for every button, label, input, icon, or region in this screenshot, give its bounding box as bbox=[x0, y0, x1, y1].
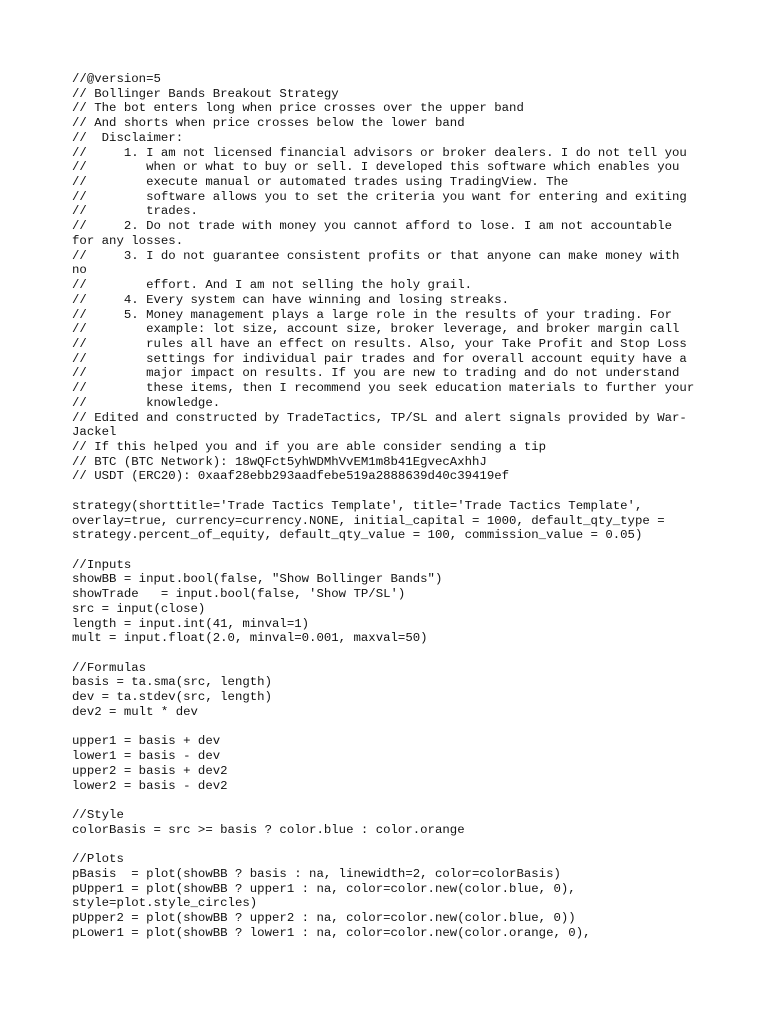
style-section bbox=[72, 808, 712, 837]
code-line: //Formulas bbox=[72, 660, 147, 675]
code-line: src = input(close) bbox=[72, 601, 206, 616]
code-line: basis = ta.sma(src, length) bbox=[72, 675, 273, 690]
code-line: // Disclaimer: bbox=[72, 130, 184, 145]
code-line: // Bollinger Bands Breakout Strategy bbox=[72, 86, 339, 101]
plots-section bbox=[72, 852, 712, 940]
code-line: // execute manual or automated trades using TradingView. The bbox=[72, 175, 569, 190]
code-line: // And shorts when price crosses below the lower band bbox=[72, 116, 465, 131]
code-line: pLower1 = plot(showBB ? lower1 : na, color=color.new(color.orange, 0), bbox=[72, 925, 591, 940]
code-line: // USDT (ERC20): 0xaaf28ebb293aadfebe519a2888639d40c39419ef bbox=[72, 469, 510, 484]
code-line: mult = input.float(2.0, minval=0.001, maxval=50) bbox=[72, 631, 428, 646]
blank-line bbox=[72, 646, 712, 661]
code-line: //Inputs bbox=[72, 557, 132, 572]
code-line: // 1. I am not licensed financial advisors or broker dealers. I do not tell you bbox=[72, 145, 687, 160]
code-line: // The bot enters long when price crosses over the upper band bbox=[72, 101, 524, 116]
code-line: // BTC (BTC Network): 18wQFct5yhWDMhVvEM1m8b41EgvecAxhhJ bbox=[72, 454, 487, 469]
code-line: style=plot.style_circles) bbox=[72, 896, 258, 911]
blank-line bbox=[72, 484, 712, 499]
code-line: // knowledge. bbox=[72, 395, 221, 410]
code-line: lower1 = basis - dev bbox=[72, 749, 221, 764]
code-line: // when or what to buy or sell. I developed this software which enables you bbox=[72, 160, 680, 175]
code-line: length = input.int(41, minval=1) bbox=[72, 616, 310, 631]
code-line: for any losses. bbox=[72, 233, 184, 248]
blank-line bbox=[72, 793, 712, 808]
code-line: showBB = input.bool(false, "Show Bollinger Bands") bbox=[72, 572, 443, 587]
code-line: pBasis = plot(showBB ? basis : na, linewidth=2, color=colorBasis) bbox=[72, 866, 561, 881]
code-line: overlay=true, currency=currency.NONE, initial_capital = 1000, default_qty_type = bbox=[72, 513, 665, 528]
blank-line bbox=[72, 837, 712, 852]
code-line: strategy.percent_of_equity, default_qty_value = 100, commission_value = 0.05) bbox=[72, 528, 643, 543]
code-line: // Edited and constructed by TradeTactics, TP/SL and alert signals provided by War- bbox=[72, 410, 687, 425]
code-line: //@version=5 bbox=[72, 72, 161, 86]
code-line: upper2 = basis + dev2 bbox=[72, 763, 228, 778]
code-line: // effort. And I am not selling the holy grail. bbox=[72, 278, 473, 293]
code-line: lower2 = basis - dev2 bbox=[72, 778, 228, 793]
strategy-declaration bbox=[72, 499, 712, 543]
inputs-section bbox=[72, 558, 712, 646]
code-line: // these items, then I recommend you seek education materials to further your bbox=[72, 381, 695, 396]
formulas-section bbox=[72, 661, 712, 720]
header-comments bbox=[72, 72, 712, 484]
code-line: colorBasis = src >= basis ? color.blue : color.orange bbox=[72, 822, 465, 837]
pine-script-code bbox=[72, 72, 712, 940]
code-line: // If this helped you and if you are able consider sending a tip bbox=[72, 439, 547, 454]
code-line: no bbox=[72, 263, 87, 278]
code-line: // trades. bbox=[72, 204, 198, 219]
code-line: // 2. Do not trade with money you cannot afford to lose. I am not accountable bbox=[72, 219, 673, 234]
code-line: //Plots bbox=[72, 852, 124, 867]
code-line: pUpper1 = plot(showBB ? upper1 : na, color=color.new(color.blue, 0), bbox=[72, 881, 576, 896]
code-line: dev = ta.stdev(src, length) bbox=[72, 690, 273, 705]
bands-section bbox=[72, 734, 712, 793]
code-line: // 4. Every system can have winning and losing streaks. bbox=[72, 292, 510, 307]
code-line: //Style bbox=[72, 807, 124, 822]
code-line: // 3. I do not guarantee consistent profits or that anyone can make money with bbox=[72, 248, 680, 263]
code-line: upper1 = basis + dev bbox=[72, 734, 221, 749]
code-line: pUpper2 = plot(showBB ? upper2 : na, color=color.new(color.blue, 0)) bbox=[72, 910, 576, 925]
blank-line bbox=[72, 543, 712, 558]
code-line: strategy(shorttitle='Trade Tactics Template', title='Trade Tactics Template', bbox=[72, 498, 643, 513]
code-line: Jackel bbox=[72, 425, 117, 440]
code-line: // example: lot size, account size, broker leverage, and broker margin call bbox=[72, 322, 680, 337]
code-line: dev2 = mult * dev bbox=[72, 704, 198, 719]
code-line: // rules all have an effect on results. Also, your Take Profit and Stop Loss bbox=[72, 336, 687, 351]
code-line: // software allows you to set the criteria you want for entering and exiting bbox=[72, 189, 687, 204]
code-line: // settings for individual pair trades and for overall account equity have a bbox=[72, 351, 687, 366]
code-line: // 5. Money management plays a large role in the results of your trading. For bbox=[72, 307, 673, 322]
code-line: // major impact on results. If you are new to trading and do not understand bbox=[72, 366, 680, 381]
code-line: showTrade = input.bool(false, 'Show TP/SL') bbox=[72, 587, 406, 602]
blank-line bbox=[72, 720, 712, 735]
